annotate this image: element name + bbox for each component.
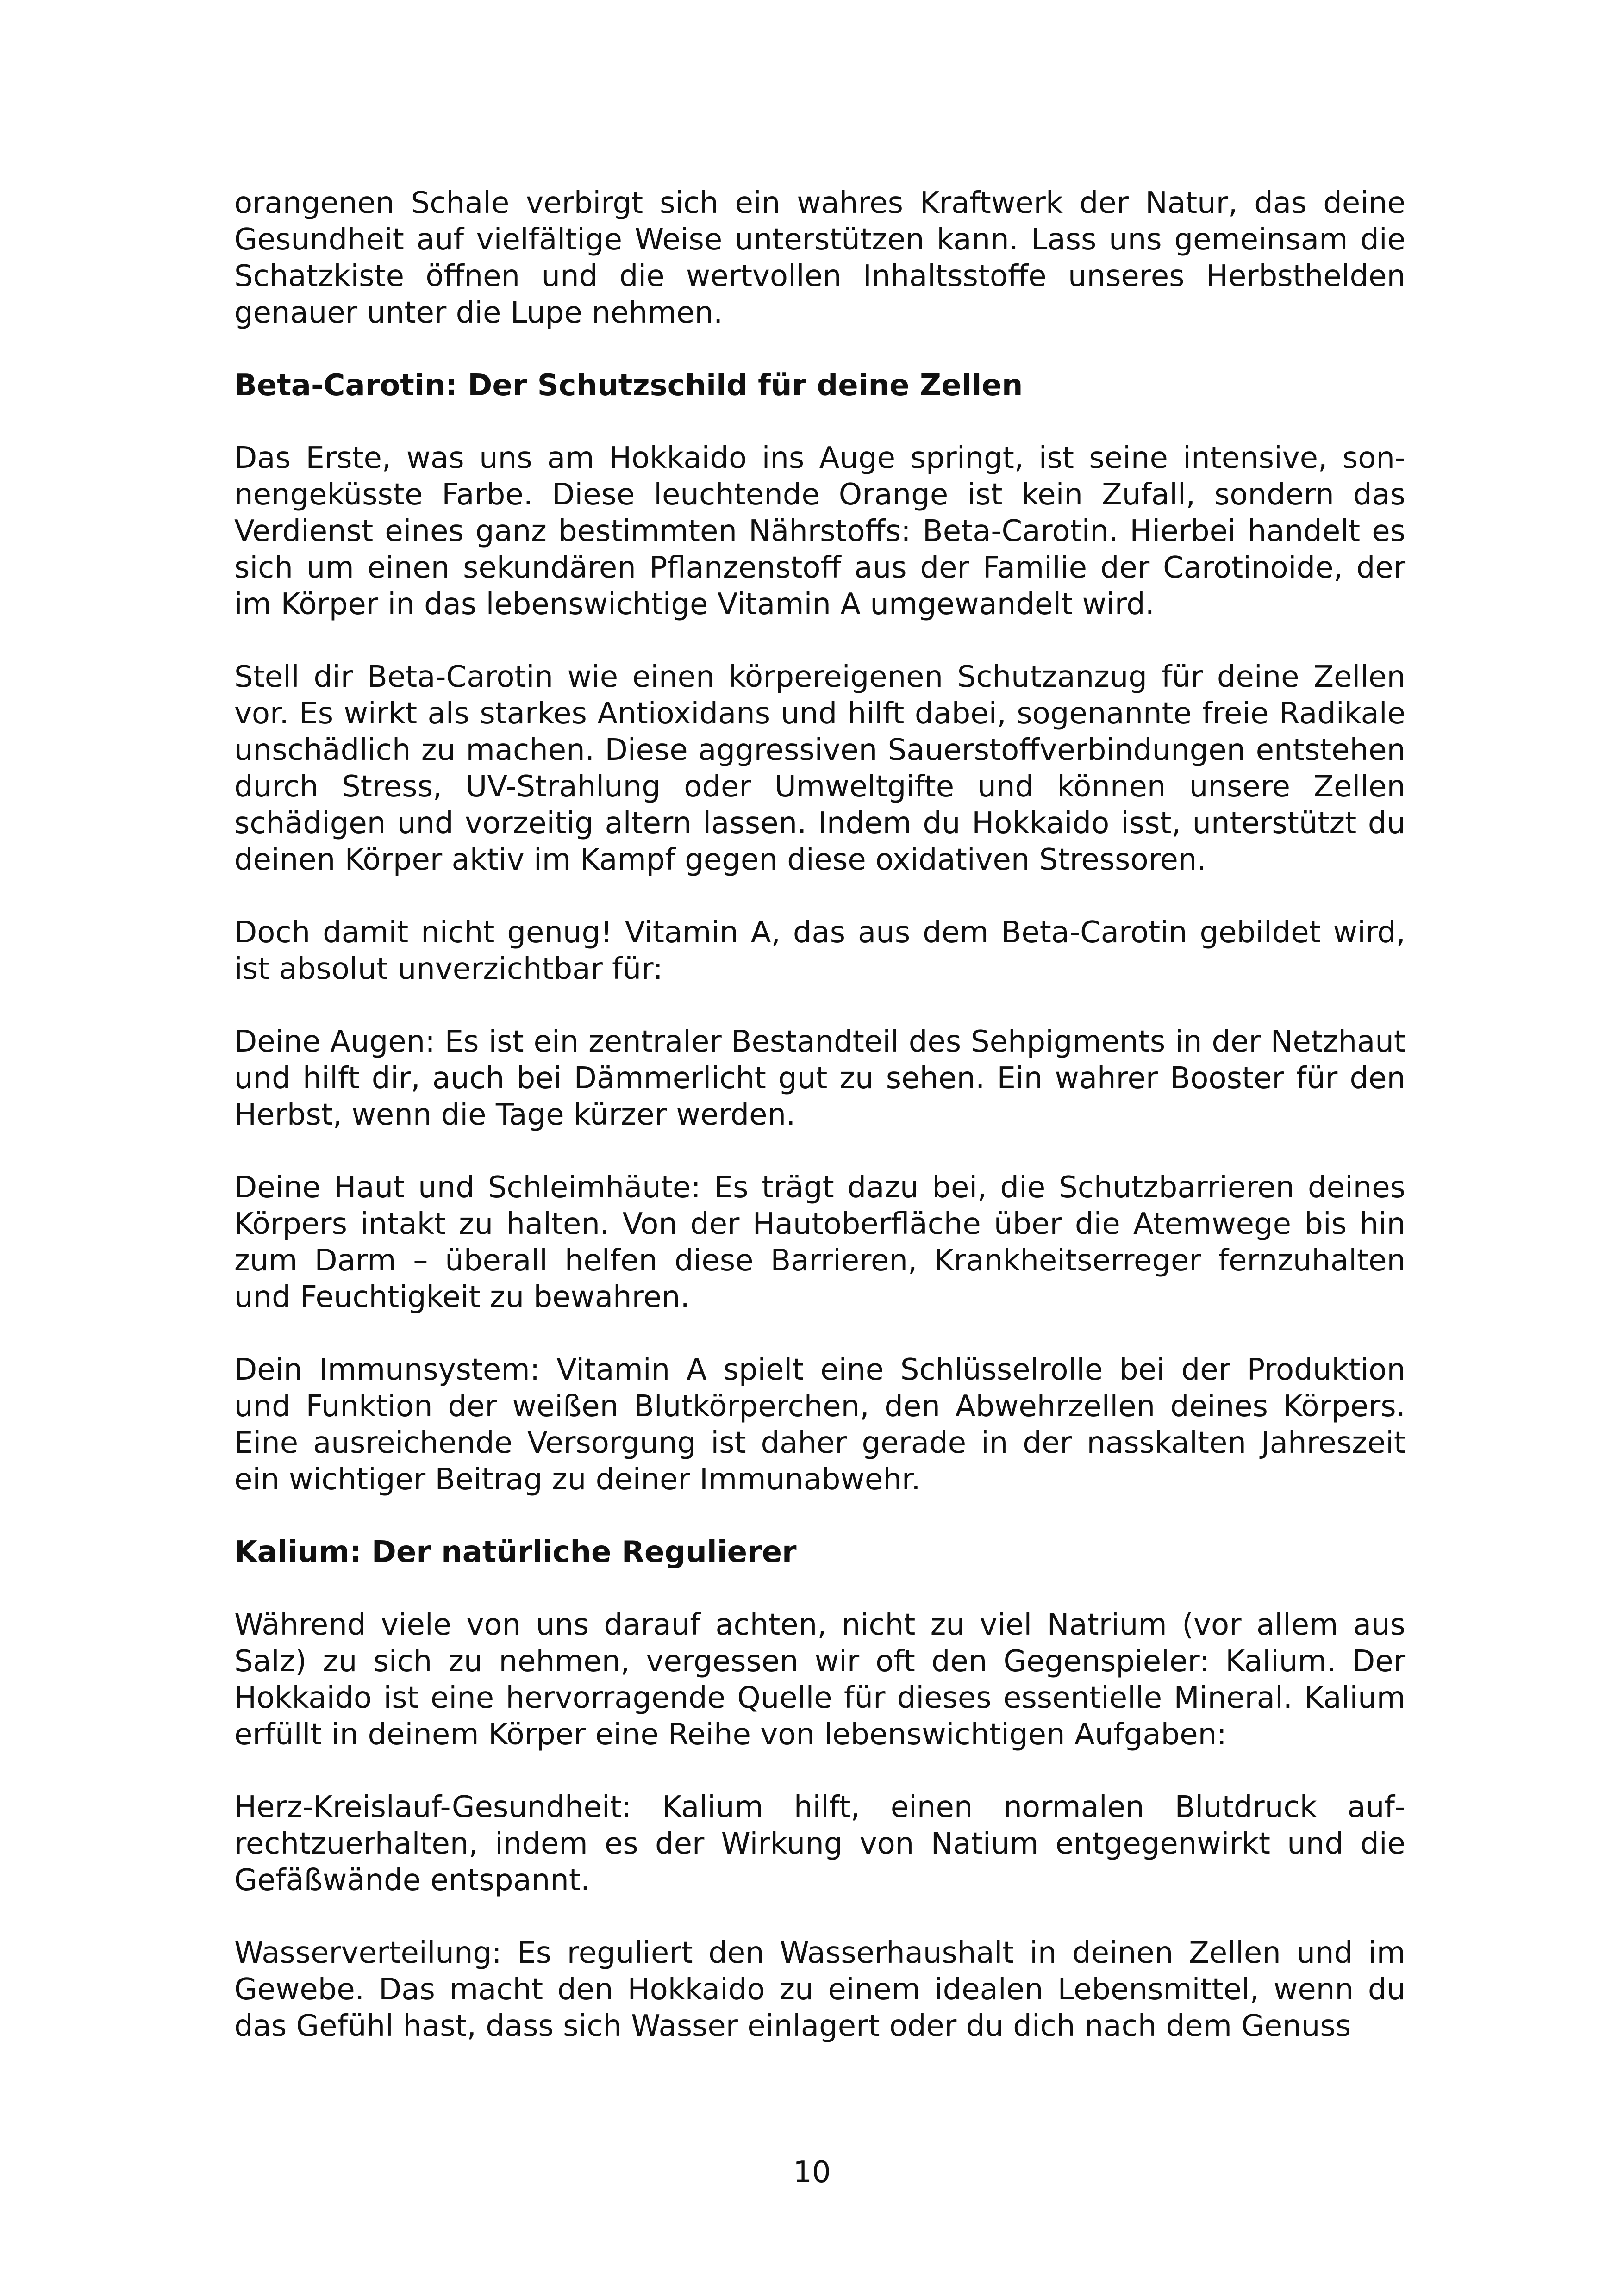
paragraph: Deine Augen: Es ist ein zentraler Bestandteil des Sehpigments in der Netzhaut und hilft dir, auch bei Dämmerlicht gut zu sehen. Ein wahrer Booster für den Herbst, wenn die Tage kürzer werden. <box>234 1025 1405 1132</box>
section-heading-kalium: Kalium: Der natürliche Regulierer <box>234 1535 797 1569</box>
intro-paragraph: orangenen Schale verbirgt sich ein wahres Kraftwerk der Natur, das deine Gesundheit auf vielfältige Weise unterstützen kann. Lass uns gemeinsam die Schatzkiste öffnen und die wertvollen Inhaltsstoffe unseres Herbsthelden genauer unter die Lupe nehmen. <box>234 186 1405 330</box>
paragraph: Doch damit nicht genug! Vitamin A, das aus dem Beta-Carotin gebildet wird, ist absolut unverzichtbar für: <box>234 915 1405 986</box>
section-heading-beta-carotin: Beta-Carotin: Der Schutzschild für deine Zellen <box>234 368 1023 403</box>
paragraph: Stell dir Beta-Carotin wie einen körpereigenen Schutzanzug für deine Zellen vor. Es wirkt als starkes Antioxidans und hilft dabei, sogenannte freie Radikale unschädlich zu machen. Diese aggressiven Sauerstoffverbindungen entstehen durch Stress, UV-Strahlung oder Umweltgifte und können unsere Zellen schädigen und vorzeitig altern lassen. Indem du Hokkaido isst, unterstützt du deinen Körper aktiv im Kampf gegen diese oxidativen Stressoren. <box>234 660 1405 877</box>
paragraph: Wasserverteilung: Es reguliert den Wasserhaushalt in deinen Zellen und im Gewebe. Das macht den Hokkaido zu einem idealen Lebensmittel, wenn du das Gefühl hast, dass sich Wasser einlagert oder du dich nach dem Genuss <box>234 1936 1405 2043</box>
page-number: 10 <box>793 2155 831 2190</box>
paragraph: Während viele von uns darauf achten, nicht zu viel Natrium (vor allem aus Salz) zu sich zu nehmen, vergessen wir oft den Gegenspieler: Kalium. Der Hokkaido ist eine hervorragende Quelle für dieses essentielle Mineral. Kalium erfüllt in deinem Körper eine Reihe von lebenswichtigen Aufgaben: <box>234 1608 1405 1752</box>
page-body <box>234 185 1405 2045</box>
paragraph: Deine Haut und Schleimhäute: Es trägt dazu bei, die Schutzbarrieren deines Körpers intakt zu halten. Von der Hautoberfläche über die Atemwege bis hin zum Darm – überall helfen diese Barrieren, Krankheitserreger fernzuhalten und Feuchtigkeit zu bewahren. <box>234 1170 1405 1314</box>
paragraph: Das Erste, was uns am Hokkaido ins Auge springt, ist seine intensive, sonnengeküsste Farbe. Diese leuchtende Orange ist kein Zufall, sondern das Verdienst eines ganz bestimmten Nährstoffs: Beta-Carotin. Hierbei handelt es sich um einen sekundären Pflanzenstoff aus der Familie der Carotinoide, der im Körper in das lebenswichtige Vitamin A umgewandelt wird. <box>234 441 1405 622</box>
paragraph: Herz-Kreislauf-Gesundheit: Kalium hilft, einen normalen Blutdruck aufrechtzuerhalten, indem es der Wirkung von Natium entgegenwirkt und die Gefäßwände entspannt. <box>234 1790 1405 1898</box>
paragraph: Dein Immunsystem: Vitamin A spielt eine Schlüsselrolle bei der Produktion und Funktion der weißen Blutkörperchen, den Abwehrzellen deines Körpers. Eine ausreichende Versorgung ist daher gerade in der nasskalten Jahreszeit ein wichtiger Beitrag zu deiner Immunabwehr. <box>234 1353 1405 1497</box>
